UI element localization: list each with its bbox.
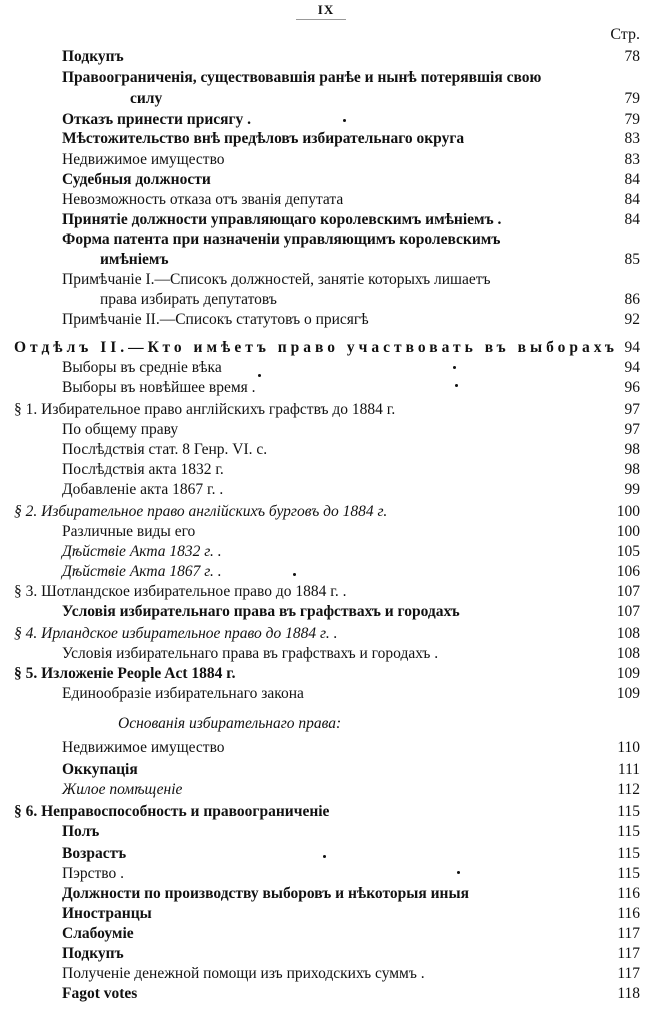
toc-entry-page: 98 — [624, 441, 640, 458]
toc-entry-text: Послѣдствія стат. 8 Генр. VI. с. — [62, 441, 268, 458]
toc-entry-text: По общему праву — [62, 421, 179, 438]
toc-entry-page: 94 — [624, 339, 640, 356]
toc-entry-text: Fagot votes — [62, 985, 138, 1002]
toc-entry-text: Мѣстожительство внѣ предѣловъ избирательнаго округа — [62, 130, 465, 147]
toc-entry-page: 92 — [624, 311, 640, 328]
toc-entry-text: Недвижимое имущество — [62, 151, 225, 168]
toc-entry-text: Отказъ принести присягу . — [62, 111, 252, 128]
toc-entry-page: 85 — [624, 251, 640, 268]
toc-entry-text: имѣніемъ — [100, 251, 169, 268]
toc-entry-page: 78 — [624, 48, 640, 65]
toc-entry-page: 106 — [616, 563, 640, 580]
toc-entry-page: 115 — [617, 845, 640, 862]
print-speck — [343, 119, 346, 122]
toc-entry-page: 108 — [616, 645, 640, 662]
toc-entry-text: § 2. Избирательное право англійскихъ бурговъ до 1884 г. — [14, 503, 388, 520]
toc-entry-page: 105 — [616, 543, 640, 560]
toc-entry-page: 79 — [624, 111, 640, 128]
toc-entry-page: 84 — [624, 211, 640, 228]
toc-entry-page: 84 — [624, 191, 640, 208]
toc-entry-text: Оккупація — [62, 761, 138, 778]
toc-entry-page: 97 — [624, 421, 640, 438]
toc-entry-text: Слабоуміе — [62, 925, 134, 942]
toc-entry-text: Недвижимое имущество — [62, 739, 225, 756]
toc-entry-page: 111 — [617, 761, 640, 778]
toc-entry-text: § 3. Шотландское избирательное право до 1884 г. . — [14, 583, 347, 600]
toc-entry-page: 117 — [617, 965, 640, 982]
toc-entry-page: 112 — [617, 781, 640, 798]
toc-entry-text: Подкупъ — [62, 945, 124, 962]
print-speck — [453, 366, 456, 369]
toc-entry-page: 107 — [616, 583, 640, 600]
toc-entry-page: 107 — [616, 603, 640, 620]
toc-entry-text: § 6. Неправоспособность и правоограниченіе — [14, 803, 330, 820]
toc-entry-page: 83 — [624, 151, 640, 168]
toc-entry-text: права избирать депутатовъ — [100, 291, 277, 308]
toc-entry-page: 108 — [616, 625, 640, 642]
toc-entry-page: 109 — [616, 665, 640, 682]
toc-entry-page: 86 — [624, 291, 640, 308]
toc-entry-page: 117 — [617, 945, 640, 962]
toc-entry-page: 115 — [617, 823, 640, 840]
toc-entry-text: Полъ — [62, 823, 100, 840]
page-column-label: Стр. — [610, 26, 640, 43]
toc-entry-page: 98 — [624, 461, 640, 478]
toc-entry-text: Послѣдствія акта 1832 г. — [62, 461, 224, 478]
toc-entry-text: Различные виды его — [62, 523, 196, 540]
toc-entry-text: Примѣчаніе II.—Списокъ статутовъ о присягѣ — [62, 311, 369, 328]
toc-entry-text: Примѣчаніе I.—Списокъ должностей, занятіе которыхъ лишаетъ — [62, 271, 491, 288]
toc-entry-page: 109 — [616, 685, 640, 702]
toc-entry-text: Дѣйствіе Акта 1867 г. . — [62, 563, 222, 580]
toc-entry-text: § 5. Изложеніе People Act 1884 г. — [14, 665, 236, 682]
toc-entry-page: 115 — [617, 803, 640, 820]
toc-entry-page: 100 — [616, 503, 640, 520]
toc-entry-text: Основанія избирательнаго права: — [118, 715, 342, 732]
toc-entry-page: 117 — [617, 925, 640, 942]
toc-entry-text: Отдѣлъ II.—Кто имѣетъ право участвовать въ выборахъ — [14, 339, 618, 356]
toc-entry-text: Выборы въ новѣйшее время . — [62, 379, 256, 396]
toc-entry-page: 116 — [617, 885, 640, 902]
toc-entry-text: § 4. Ирландское избирательное право до 1884 г. . — [14, 625, 338, 642]
toc-entry-text: Подкупъ — [62, 48, 124, 65]
toc-entry-text: Дѣйствіе Акта 1832 г. . — [62, 543, 222, 560]
print-speck — [457, 871, 460, 874]
toc-entry-page: 84 — [624, 171, 640, 188]
toc-entry-page: 94 — [624, 359, 640, 376]
toc-entry-page: 97 — [624, 401, 640, 418]
toc-entry-text: Возрастъ — [62, 845, 127, 862]
page-numeral: IX — [317, 2, 335, 17]
toc-entry-page: 100 — [616, 523, 640, 540]
header-rule — [296, 19, 346, 20]
toc-entry-page: 115 — [617, 865, 640, 882]
toc-entry-page: 118 — [617, 985, 640, 1002]
toc-entry-page: 96 — [624, 379, 640, 396]
toc-entry-text: Добавленіе акта 1867 г. . — [62, 481, 224, 498]
toc-entry-page: 79 — [624, 90, 640, 107]
toc-entry-text: Невозможность отказа отъ званія депутата — [62, 191, 344, 208]
toc-entry-text: Условія избирательнаго права въ графствахъ и городахъ . — [62, 645, 439, 662]
toc-entry-page: 110 — [617, 739, 640, 756]
print-speck — [323, 855, 326, 858]
toc-entry-text: Форма патента при назначеніи управляющимъ королевскимъ — [62, 231, 501, 248]
toc-entry-text: Должности по производству выборовъ и нѣкоторыя иныя — [62, 885, 469, 902]
toc-entry-text: Выборы въ средніе вѣка — [62, 359, 222, 376]
toc-entry-text: Единообразіе избирательнаго закона — [62, 685, 304, 702]
print-speck — [258, 374, 261, 377]
toc-entry-page: 99 — [624, 481, 640, 498]
toc-entry-text: силу — [130, 90, 163, 107]
toc-entry-page: 116 — [617, 905, 640, 922]
toc-entry-text: Жилое помѣщеніе — [62, 781, 183, 798]
toc-entry-text: § 1. Избирательное право англійскихъ графствъ до 1884 г. — [14, 401, 396, 418]
toc-entry-text: Правоограниченія, существовавшія ранѣе и нынѣ потерявшія свою — [62, 69, 542, 86]
toc-entry-text: Иностранцы — [62, 905, 152, 922]
toc-entry-text: Судебныя должности — [62, 171, 211, 188]
toc-entry-text: Пэрство . — [62, 865, 124, 882]
toc-entry-text: Полученіе денежной помощи изъ приходскихъ суммъ . — [62, 965, 425, 982]
print-speck — [293, 573, 296, 576]
toc-entry-page: 83 — [624, 130, 640, 147]
toc-entry-text: Принятіе должности управляющаго королевскимъ имѣніемъ . — [62, 211, 502, 228]
print-speck — [455, 384, 458, 387]
toc-entry-text: Условія избирательнаго права въ графствахъ и городахъ — [62, 603, 460, 620]
